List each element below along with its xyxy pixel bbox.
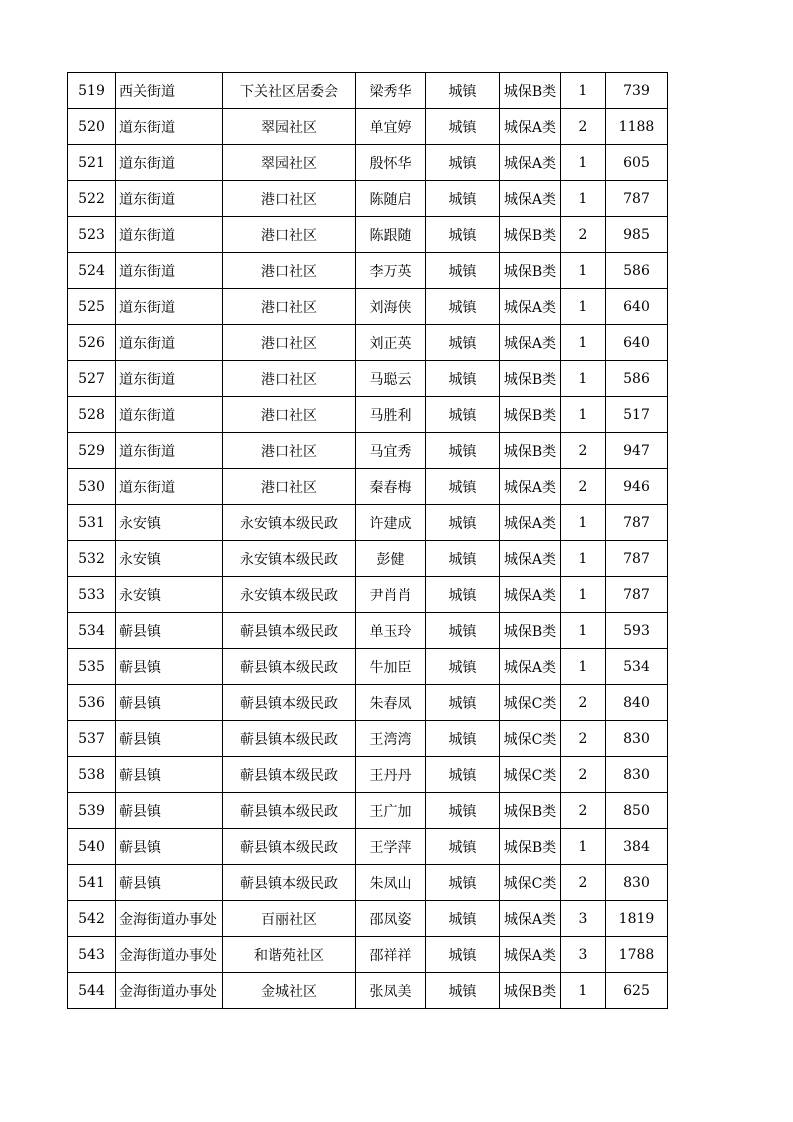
- name-cell: 王学萍: [356, 829, 426, 865]
- area-cell: 城镇: [426, 649, 500, 685]
- benefit-table: [67, 72, 668, 1009]
- row-number-cell: 544: [68, 973, 116, 1009]
- table-row: [68, 757, 668, 793]
- household-count-cell: 1: [561, 397, 606, 433]
- amount-cell: 586: [606, 361, 668, 397]
- area-cell: 城镇: [426, 181, 500, 217]
- household-count-cell: 1: [561, 325, 606, 361]
- household-count-cell: 1: [561, 649, 606, 685]
- name-cell: 单玉玲: [356, 613, 426, 649]
- community-cell: 蕲县镇本级民政: [223, 793, 356, 829]
- community-cell: 永安镇本级民政: [223, 541, 356, 577]
- table-row: [68, 73, 668, 109]
- amount-cell: 1188: [606, 109, 668, 145]
- amount-cell: 850: [606, 793, 668, 829]
- name-cell: 许建成: [356, 505, 426, 541]
- table-row: [68, 397, 668, 433]
- row-number-cell: 530: [68, 469, 116, 505]
- table-row: [68, 901, 668, 937]
- street-cell: 蕲县镇: [116, 757, 223, 793]
- table-row: [68, 361, 668, 397]
- table-row: [68, 829, 668, 865]
- street-cell: 蕲县镇: [116, 793, 223, 829]
- category-cell: 城保A类: [500, 181, 561, 217]
- name-cell: 梁秀华: [356, 73, 426, 109]
- category-cell: 城保C类: [500, 865, 561, 901]
- community-cell: 蕲县镇本级民政: [223, 865, 356, 901]
- street-cell: 道东街道: [116, 289, 223, 325]
- category-cell: 城保B类: [500, 397, 561, 433]
- table-row: [68, 181, 668, 217]
- amount-cell: 640: [606, 289, 668, 325]
- amount-cell: 787: [606, 577, 668, 613]
- category-cell: 城保A类: [500, 541, 561, 577]
- name-cell: 王湾湾: [356, 721, 426, 757]
- row-number-cell: 541: [68, 865, 116, 901]
- table-body: [68, 73, 668, 1009]
- name-cell: 马宜秀: [356, 433, 426, 469]
- table-row: [68, 109, 668, 145]
- row-number-cell: 531: [68, 505, 116, 541]
- row-number-cell: 527: [68, 361, 116, 397]
- table-row: [68, 253, 668, 289]
- area-cell: 城镇: [426, 829, 500, 865]
- area-cell: 城镇: [426, 757, 500, 793]
- table-row: [68, 937, 668, 973]
- area-cell: 城镇: [426, 685, 500, 721]
- table-row: [68, 469, 668, 505]
- area-cell: 城镇: [426, 289, 500, 325]
- row-number-cell: 528: [68, 397, 116, 433]
- category-cell: 城保B类: [500, 253, 561, 289]
- table-row: [68, 541, 668, 577]
- row-number-cell: 521: [68, 145, 116, 181]
- row-number-cell: 523: [68, 217, 116, 253]
- street-cell: 道东街道: [116, 361, 223, 397]
- amount-cell: 787: [606, 541, 668, 577]
- amount-cell: 830: [606, 757, 668, 793]
- area-cell: 城镇: [426, 145, 500, 181]
- community-cell: 蕲县镇本级民政: [223, 721, 356, 757]
- amount-cell: 947: [606, 433, 668, 469]
- street-cell: 道东街道: [116, 253, 223, 289]
- category-cell: 城保A类: [500, 109, 561, 145]
- name-cell: 尹肖肖: [356, 577, 426, 613]
- name-cell: 秦春梅: [356, 469, 426, 505]
- household-count-cell: 1: [561, 505, 606, 541]
- area-cell: 城镇: [426, 433, 500, 469]
- street-cell: 蕲县镇: [116, 685, 223, 721]
- area-cell: 城镇: [426, 793, 500, 829]
- table-row: [68, 325, 668, 361]
- amount-cell: 593: [606, 613, 668, 649]
- name-cell: 单宜婷: [356, 109, 426, 145]
- community-cell: 蕲县镇本级民政: [223, 613, 356, 649]
- area-cell: 城镇: [426, 865, 500, 901]
- name-cell: 彭健: [356, 541, 426, 577]
- community-cell: 港口社区: [223, 253, 356, 289]
- category-cell: 城保C类: [500, 685, 561, 721]
- table-row: [68, 577, 668, 613]
- household-count-cell: 1: [561, 577, 606, 613]
- community-cell: 港口社区: [223, 217, 356, 253]
- household-count-cell: 1: [561, 253, 606, 289]
- community-cell: 蕲县镇本级民政: [223, 829, 356, 865]
- amount-cell: 946: [606, 469, 668, 505]
- area-cell: 城镇: [426, 505, 500, 541]
- community-cell: 翠园社区: [223, 145, 356, 181]
- amount-cell: 640: [606, 325, 668, 361]
- household-count-cell: 1: [561, 181, 606, 217]
- household-count-cell: 1: [561, 361, 606, 397]
- table-row: [68, 613, 668, 649]
- street-cell: 道东街道: [116, 433, 223, 469]
- table-row: [68, 685, 668, 721]
- community-cell: 金城社区: [223, 973, 356, 1009]
- household-count-cell: 2: [561, 433, 606, 469]
- street-cell: 金海街道办事处: [116, 937, 223, 973]
- street-cell: 道东街道: [116, 181, 223, 217]
- community-cell: 港口社区: [223, 469, 356, 505]
- area-cell: 城镇: [426, 361, 500, 397]
- amount-cell: 384: [606, 829, 668, 865]
- household-count-cell: 2: [561, 109, 606, 145]
- area-cell: 城镇: [426, 577, 500, 613]
- community-cell: 蕲县镇本级民政: [223, 757, 356, 793]
- household-count-cell: 2: [561, 793, 606, 829]
- community-cell: 港口社区: [223, 361, 356, 397]
- amount-cell: 586: [606, 253, 668, 289]
- table-row: [68, 145, 668, 181]
- name-cell: 王广加: [356, 793, 426, 829]
- household-count-cell: 2: [561, 721, 606, 757]
- row-number-cell: 520: [68, 109, 116, 145]
- community-cell: 蕲县镇本级民政: [223, 649, 356, 685]
- category-cell: 城保B类: [500, 217, 561, 253]
- row-number-cell: 534: [68, 613, 116, 649]
- community-cell: 港口社区: [223, 433, 356, 469]
- name-cell: 陈随启: [356, 181, 426, 217]
- row-number-cell: 524: [68, 253, 116, 289]
- name-cell: 张凤美: [356, 973, 426, 1009]
- amount-cell: 830: [606, 721, 668, 757]
- street-cell: 道东街道: [116, 145, 223, 181]
- name-cell: 邵祥祥: [356, 937, 426, 973]
- table-row: [68, 505, 668, 541]
- category-cell: 城保B类: [500, 361, 561, 397]
- household-count-cell: 2: [561, 685, 606, 721]
- row-number-cell: 539: [68, 793, 116, 829]
- amount-cell: 625: [606, 973, 668, 1009]
- street-cell: 金海街道办事处: [116, 973, 223, 1009]
- area-cell: 城镇: [426, 253, 500, 289]
- name-cell: 王丹丹: [356, 757, 426, 793]
- household-count-cell: 3: [561, 901, 606, 937]
- category-cell: 城保A类: [500, 937, 561, 973]
- row-number-cell: 529: [68, 433, 116, 469]
- category-cell: 城保A类: [500, 901, 561, 937]
- amount-cell: 739: [606, 73, 668, 109]
- row-number-cell: 540: [68, 829, 116, 865]
- table-row: [68, 217, 668, 253]
- street-cell: 金海街道办事处: [116, 901, 223, 937]
- table-row: [68, 973, 668, 1009]
- community-cell: 港口社区: [223, 181, 356, 217]
- name-cell: 陈跟随: [356, 217, 426, 253]
- name-cell: 刘海侠: [356, 289, 426, 325]
- amount-cell: 787: [606, 181, 668, 217]
- category-cell: 城保A类: [500, 289, 561, 325]
- area-cell: 城镇: [426, 901, 500, 937]
- community-cell: 蕲县镇本级民政: [223, 685, 356, 721]
- amount-cell: 517: [606, 397, 668, 433]
- street-cell: 蕲县镇: [116, 649, 223, 685]
- row-number-cell: 522: [68, 181, 116, 217]
- category-cell: 城保B类: [500, 73, 561, 109]
- community-cell: 永安镇本级民政: [223, 505, 356, 541]
- row-number-cell: 526: [68, 325, 116, 361]
- category-cell: 城保B类: [500, 973, 561, 1009]
- category-cell: 城保B类: [500, 829, 561, 865]
- street-cell: 永安镇: [116, 505, 223, 541]
- name-cell: 牛加臣: [356, 649, 426, 685]
- category-cell: 城保C类: [500, 757, 561, 793]
- table-row: [68, 433, 668, 469]
- area-cell: 城镇: [426, 109, 500, 145]
- category-cell: 城保A类: [500, 649, 561, 685]
- street-cell: 永安镇: [116, 577, 223, 613]
- amount-cell: 1788: [606, 937, 668, 973]
- household-count-cell: 1: [561, 145, 606, 181]
- row-number-cell: 533: [68, 577, 116, 613]
- table-row: [68, 865, 668, 901]
- street-cell: 蕲县镇: [116, 721, 223, 757]
- row-number-cell: 536: [68, 685, 116, 721]
- household-count-cell: 1: [561, 289, 606, 325]
- row-number-cell: 537: [68, 721, 116, 757]
- household-count-cell: 2: [561, 217, 606, 253]
- row-number-cell: 543: [68, 937, 116, 973]
- category-cell: 城保A类: [500, 577, 561, 613]
- street-cell: 蕲县镇: [116, 829, 223, 865]
- household-count-cell: 1: [561, 541, 606, 577]
- area-cell: 城镇: [426, 325, 500, 361]
- community-cell: 港口社区: [223, 289, 356, 325]
- area-cell: 城镇: [426, 973, 500, 1009]
- area-cell: 城镇: [426, 721, 500, 757]
- amount-cell: 985: [606, 217, 668, 253]
- community-cell: 港口社区: [223, 325, 356, 361]
- street-cell: 蕲县镇: [116, 865, 223, 901]
- household-count-cell: 1: [561, 73, 606, 109]
- table-row: [68, 793, 668, 829]
- table-row: [68, 649, 668, 685]
- area-cell: 城镇: [426, 73, 500, 109]
- category-cell: 城保A类: [500, 505, 561, 541]
- row-number-cell: 538: [68, 757, 116, 793]
- area-cell: 城镇: [426, 541, 500, 577]
- street-cell: 蕲县镇: [116, 613, 223, 649]
- amount-cell: 534: [606, 649, 668, 685]
- name-cell: 殷怀华: [356, 145, 426, 181]
- table-row: [68, 721, 668, 757]
- amount-cell: 840: [606, 685, 668, 721]
- street-cell: 道东街道: [116, 325, 223, 361]
- row-number-cell: 519: [68, 73, 116, 109]
- area-cell: 城镇: [426, 217, 500, 253]
- category-cell: 城保A类: [500, 145, 561, 181]
- table-row: [68, 289, 668, 325]
- community-cell: 港口社区: [223, 397, 356, 433]
- name-cell: 李万英: [356, 253, 426, 289]
- street-cell: 道东街道: [116, 397, 223, 433]
- area-cell: 城镇: [426, 937, 500, 973]
- community-cell: 百丽社区: [223, 901, 356, 937]
- category-cell: 城保B类: [500, 613, 561, 649]
- area-cell: 城镇: [426, 469, 500, 505]
- household-count-cell: 3: [561, 937, 606, 973]
- street-cell: 道东街道: [116, 469, 223, 505]
- community-cell: 下关社区居委会: [223, 73, 356, 109]
- community-cell: 翠园社区: [223, 109, 356, 145]
- street-cell: 永安镇: [116, 541, 223, 577]
- row-number-cell: 535: [68, 649, 116, 685]
- row-number-cell: 542: [68, 901, 116, 937]
- community-cell: 和谐苑社区: [223, 937, 356, 973]
- category-cell: 城保B类: [500, 793, 561, 829]
- household-count-cell: 2: [561, 469, 606, 505]
- household-count-cell: 2: [561, 757, 606, 793]
- category-cell: 城保A类: [500, 325, 561, 361]
- name-cell: 马聪云: [356, 361, 426, 397]
- category-cell: 城保A类: [500, 469, 561, 505]
- street-cell: 道东街道: [116, 109, 223, 145]
- amount-cell: 1819: [606, 901, 668, 937]
- name-cell: 朱春凤: [356, 685, 426, 721]
- household-count-cell: 1: [561, 613, 606, 649]
- household-count-cell: 1: [561, 829, 606, 865]
- row-number-cell: 532: [68, 541, 116, 577]
- name-cell: 邵凤姿: [356, 901, 426, 937]
- amount-cell: 605: [606, 145, 668, 181]
- amount-cell: 830: [606, 865, 668, 901]
- name-cell: 刘正英: [356, 325, 426, 361]
- area-cell: 城镇: [426, 397, 500, 433]
- household-count-cell: 2: [561, 865, 606, 901]
- row-number-cell: 525: [68, 289, 116, 325]
- category-cell: 城保C类: [500, 721, 561, 757]
- street-cell: 西关街道: [116, 73, 223, 109]
- category-cell: 城保B类: [500, 433, 561, 469]
- area-cell: 城镇: [426, 613, 500, 649]
- name-cell: 马胜利: [356, 397, 426, 433]
- amount-cell: 787: [606, 505, 668, 541]
- street-cell: 道东街道: [116, 217, 223, 253]
- community-cell: 永安镇本级民政: [223, 577, 356, 613]
- household-count-cell: 1: [561, 973, 606, 1009]
- name-cell: 朱凤山: [356, 865, 426, 901]
